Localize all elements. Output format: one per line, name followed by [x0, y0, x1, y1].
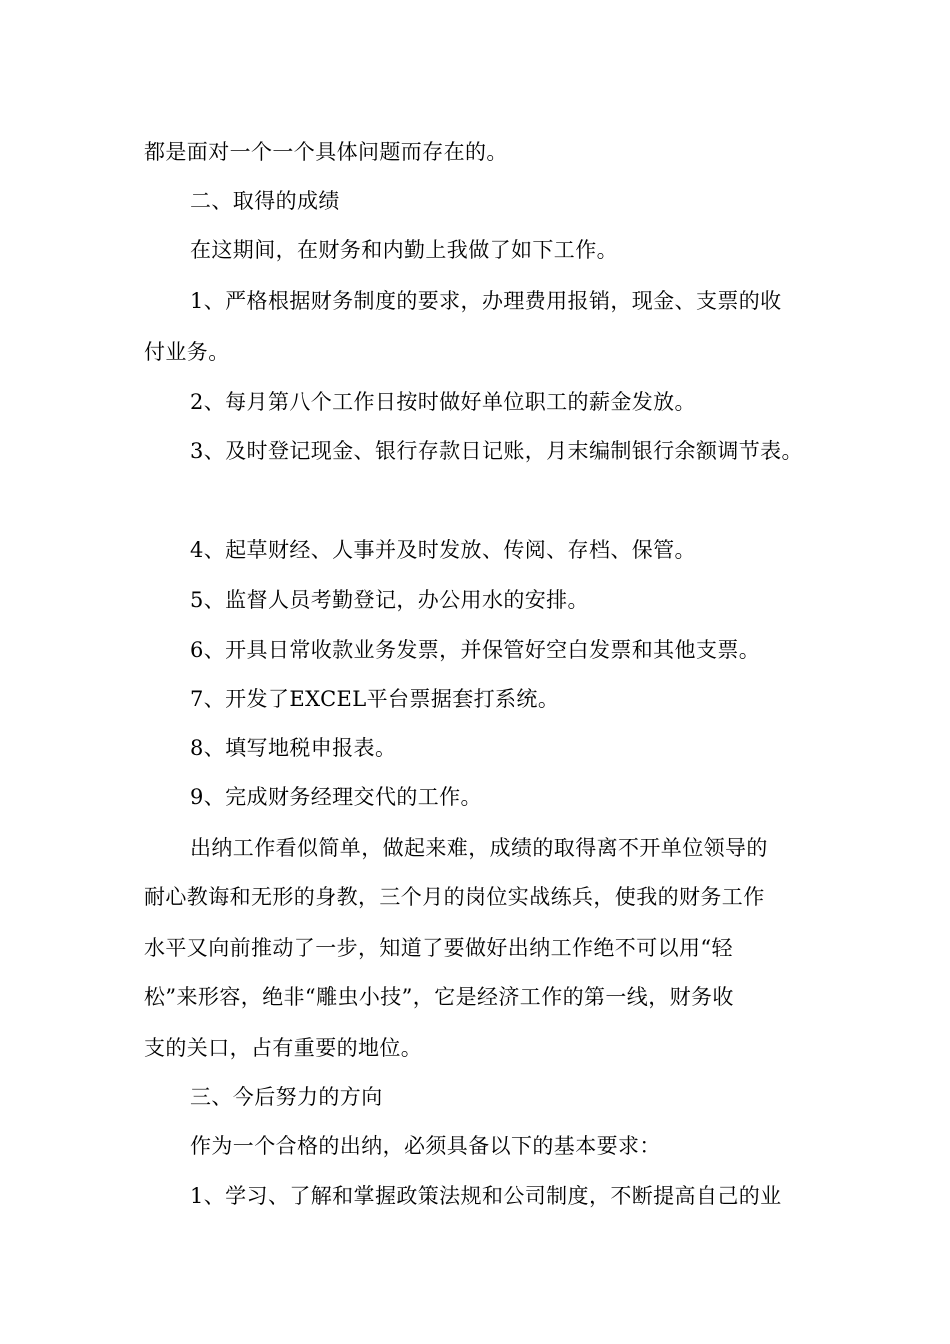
list-item-2: 2、每月第八个工作日按时做好单位职工的薪金发放。 — [190, 390, 696, 414]
list-item-5: 5、监督人员考勤登记，办公用水的安排。 — [190, 588, 589, 612]
list-item-1-line-2: 付业务。 — [144, 340, 230, 364]
list-item-3: 3、及时登记现金、银行存款日记账，月末编制银行余额调节表。 — [190, 439, 803, 463]
paragraph-requirements-intro: 作为一个合格的出纳，必须具备以下的基本要求： — [190, 1134, 661, 1158]
list-item-7: 7、开发了EXCEL平台票据套打系统。 — [190, 687, 560, 711]
list-item-9: 9、完成财务经理交代的工作。 — [190, 785, 482, 809]
summary-paragraph-line-2: 耐心教诲和无形的身教，三个月的岗位实战练兵，使我的财务工作 — [144, 885, 765, 909]
list-item-6: 6、开具日常收款业务发票，并保管好空白发票和其他支票。 — [190, 638, 761, 662]
list-item-4: 4、起草财经、人事并及时发放、传阅、存档、保管。 — [190, 538, 696, 562]
paragraph-intro-line: 在这期间，在财务和内勤上我做了如下工作。 — [190, 238, 618, 262]
paragraph-continuation-line: 都是面对一个一个具体问题而存在的。 — [144, 140, 508, 164]
summary-paragraph-line-4: 松”来形容，绝非“雕虫小技”，它是经济工作的第一线，财务收 — [144, 985, 734, 1009]
list-item-8: 8、填写地税申报表。 — [190, 736, 397, 760]
summary-paragraph-line-5: 支的关口，占有重要的地位。 — [144, 1036, 423, 1060]
requirement-item-1-line-1: 1、学习、了解和掌握政策法规和公司制度，不断提高自己的业 — [190, 1184, 782, 1208]
section-heading-future-direction: 三、今后努力的方向 — [190, 1085, 383, 1109]
section-heading-achievements: 二、取得的成绩 — [190, 189, 340, 213]
list-item-1-line-1: 1、严格根据财务制度的要求，办理费用报销，现金、支票的收 — [190, 289, 782, 313]
summary-paragraph-line-3: 水平又向前推动了一步，知道了要做好出纳工作绝不可以用“轻 — [144, 936, 733, 960]
summary-paragraph-line-1: 出纳工作看似简单，做起来难，成绩的取得离不开单位领导的 — [190, 836, 768, 860]
